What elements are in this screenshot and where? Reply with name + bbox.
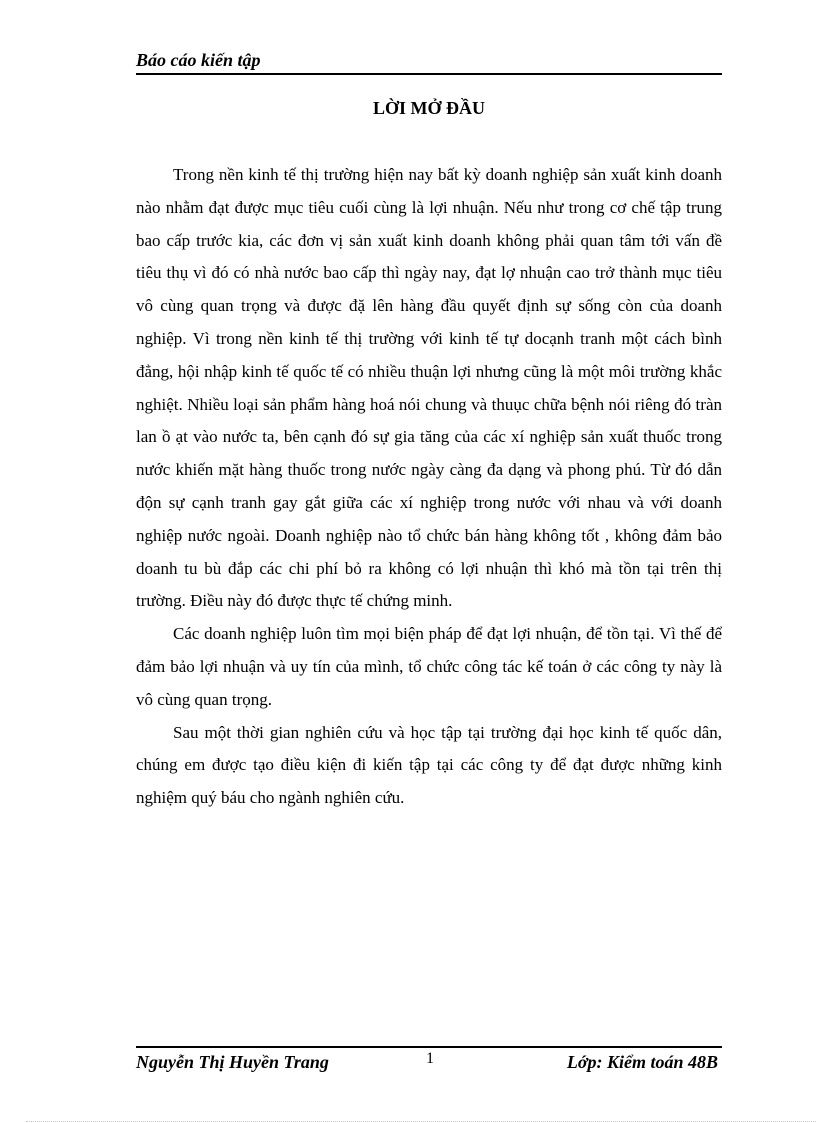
footer-author: Nguyễn Thị Huyền Trang	[136, 1052, 329, 1072]
header-title: Báo cáo kiến tập	[136, 50, 261, 70]
body-text	[136, 159, 722, 815]
page-footer	[136, 1046, 722, 1082]
section-heading: LỜI MỞ ĐẦU	[373, 98, 485, 118]
page-number: 1	[426, 1050, 434, 1067]
page-header	[136, 49, 722, 75]
page-bottom-edge	[26, 1121, 816, 1122]
paragraph-3: Sau một thời gian nghiên cứu và học tập tại trường đại học kinh tế quốc dân, chúng em được tạo điều kiện đi kiến tập tại các công ty để đạt được những kinh nghiệm quý báu cho ngành nghiên cứu.	[136, 722, 722, 808]
paragraph-2: Các doanh nghiệp luôn tìm mọi biện pháp để đạt lợi nhuận, để tồn tại. Vì thế để đảm bảo lợi nhuận và uy tín của mình, tổ chức công tác kế toán ở các công ty này là vô cùng quan trọng.	[136, 624, 722, 709]
paragraph-1: Trong nền kinh tế thị trường hiện nay bất kỳ doanh nghiệp sản xuất kinh doanh nào nhằm đạt được mục tiêu cuối cùng là lợi nhuận. Nếu như trong cơ chế tập trung bao cấp trước kia, các đơn vị sản xuất kinh doanh không phải quan tâm tới vấn đề tiêu thụ vì đó có nhà nước bao cấp thì ngày nay, đạt lợ nhuận cao trở thành mục tiêu vô cùng quan trọng và được đặ lên hàng đầu quyết định sự sống còn của doanh nghiệp. Vì trong nền kinh tế thị trường với kinh tế tự docạnh tranh một cách bình đẳng, hội nhập kinh tế quốc tế có nhiều thuận lợi nhưng cũng là một môi trường khắc nghiệt. Nhiều loại sản phẩm hàng hoá nói chung và thuục chữa bệnh nói riêng đó tràn lan ồ ạt vào nước ta, bên cạnh đó sự gia tăng của các xí nghiệp sản xuất thuốc trong nước khiến mặt hàng thuốc trong nước ngày càng đa dạng và phong phú. Từ đó dẫn độn sự cạnh tranh gay gắt giữa các xí nghiệp trong nước với nhau và với doanh nghiệp nước ngoài. Doanh nghiệp nào tổ chức bán hàng không tốt , không đảm bảo doanh tu bù đắp các chi phí bỏ ra không có lợi nhuận thì khó mà tồn tại trên thị trường. Điều này đó được thực tế chứng minh.	[136, 165, 722, 611]
footer-class-label: Lớp: Kiểm toán 48B	[566, 1052, 718, 1072]
